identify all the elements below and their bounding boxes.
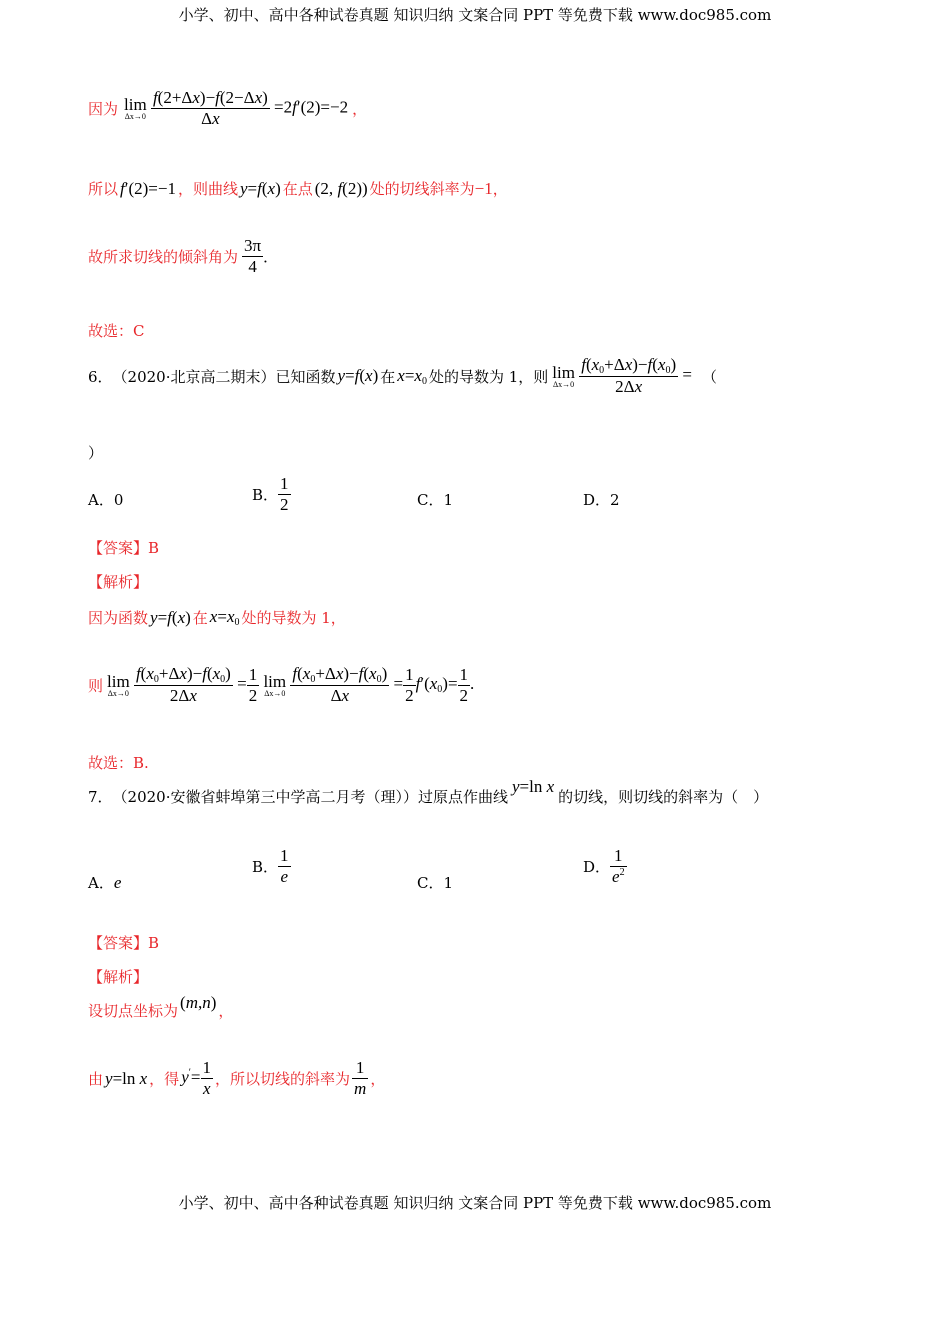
- q7-answer: 【答案】B: [88, 934, 160, 952]
- q7-analysis: 【解析】: [88, 968, 149, 986]
- q6-derivation: lim Δx→0 $\frac{f(x_0+\Delta x)-f(x_0)}{2\Delta x}$ = $\frac{1}{2}$ lim Δx→0 $\frac{f(x_0+\Delta x)-f(x_0)}{\Delta x}$ = $\frac{1}{2}$ $f'(x_0)=$ $\frac{1}{2}$ .: [107, 664, 475, 705]
- q7-option-b: B． $\frac{1}{e}$: [252, 846, 289, 886]
- q6-paren-open: （: [701, 367, 717, 386]
- sol5-angle-line: 故所求切线的倾斜角为 $\frac{3\pi}{4}$ ．: [88, 236, 279, 276]
- sol5-p2-mid2: 在点: [282, 180, 313, 198]
- q6-option-b: B． $\frac{1}{2}$: [252, 474, 289, 514]
- sol5-p2-prefix: 所以: [88, 180, 119, 198]
- q6-number: 6．: [88, 367, 113, 386]
- q6-stem: 6． （2020·北京高二期末）已知函数 y=f(x) 在 $x=x_0$ 处的导数为 1，则 lim Δx→0 $\frac{f(x_0+\Delta x)-f(x_0)}{2\Delta x}$ = （: [88, 355, 717, 396]
- q7-source: （2020·安徽省蚌埠第三中学高二月考（理））过原点作曲线: [112, 788, 508, 806]
- q6-source: （2020·北京高二期末）已知函数: [112, 367, 336, 386]
- q7-option-c: C．1: [417, 874, 454, 892]
- q7-number: 7．: [88, 788, 113, 806]
- sol5-p2-mid3: 处的切线斜率为: [369, 180, 475, 198]
- q6-paren-close: ）: [88, 444, 104, 462]
- q6-step1: 因为函数 y=f(x) 在 $x=x_0$ 处的导数为 1，: [88, 607, 346, 628]
- sol5-p2-mid1: ，则曲线: [177, 180, 238, 198]
- q6-mid1: 在: [380, 367, 396, 386]
- q7-step2: 由 y=ln x ，得 y′= $\frac{1}{x}$ ，所以切线的斜率为 $\frac{1}{m}$ ，: [88, 1058, 386, 1098]
- sol5-p2-val: −1: [474, 178, 493, 198]
- q6-option-a: A．0: [88, 491, 124, 509]
- q7-stem-end: 的切线，则切线的斜率为（ ）: [558, 788, 769, 806]
- q7-option-a: A．e: [88, 873, 122, 892]
- sol5-p3-prefix: 故所求切线的倾斜角为: [88, 248, 239, 266]
- q6-analysis: 【解析】: [88, 573, 149, 591]
- q7-option-d: D． $\frac{1}{e^2}$: [583, 846, 625, 886]
- sol5-p1-prefix: 因为: [88, 100, 119, 118]
- page-header: 小学、初中、高中各种试卷真题 知识归纳 文案合同 PPT 等免费下载 www.doc985.com: [178, 6, 772, 24]
- q6-option-d: D．2: [583, 491, 620, 509]
- q6-mid2: 处的导数为 1，则: [428, 367, 549, 386]
- q7-step1: 设切点坐标为 (m,n) ，: [88, 992, 234, 1020]
- page-footer: 小学、初中、高中各种试卷真题 知识归纳 文案合同 PPT 等免费下载 www.doc985.com: [178, 1194, 772, 1212]
- sol5-slope-line: 所以 f′(2)=−1 ，则曲线 y=f(x) 在点 (2, f(2)) 处的切线斜率为 −1 ，: [88, 178, 508, 198]
- sol5-choice: 故选：C: [88, 322, 145, 340]
- sol5-angle-fraction: $\frac{3\pi}{4}$: [244, 236, 262, 276]
- q6-limit-formula: lim Δx→0 $\frac{f(x_0+\Delta x)-f(x_0)}{2\Delta x}$ =: [552, 355, 692, 396]
- sol5-p2-end: ，: [492, 180, 508, 198]
- q6-choice: 故选：B.: [88, 754, 149, 772]
- q7-stem: 7． （2020·安徽省蚌埠第三中学高二月考（理））过原点作曲线 y=ln x 的切线，则切线的斜率为（ ）: [88, 776, 769, 806]
- q6-step2: 则 lim Δx→0 $\frac{f(x_0+\Delta x)-f(x_0)}{2\Delta x}$ = $\frac{1}{2}$ lim Δx→0 $\frac{f(x_0+\Delta x)-f(x_0)}{\Delta x}$ = $\frac{1}{2}$ $f'(x_0)=$ $\frac{1}{2}$ .: [88, 664, 475, 705]
- sol5-limit-formula: lim Δx→0 $\frac{f(2+\Delta x)-f(2-\Delta x)}{\Delta x}$ =2f′(2)=−2: [124, 88, 349, 128]
- q6-option-c: C．1: [417, 491, 454, 509]
- q6-answer: 【答案】B: [88, 539, 160, 557]
- sol5-limit-line: 因为 lim Δx→0 $\frac{f(2+\Delta x)-f(2-\Delta x)}{\Delta x}$ =2f′(2)=−2 ，: [88, 88, 368, 128]
